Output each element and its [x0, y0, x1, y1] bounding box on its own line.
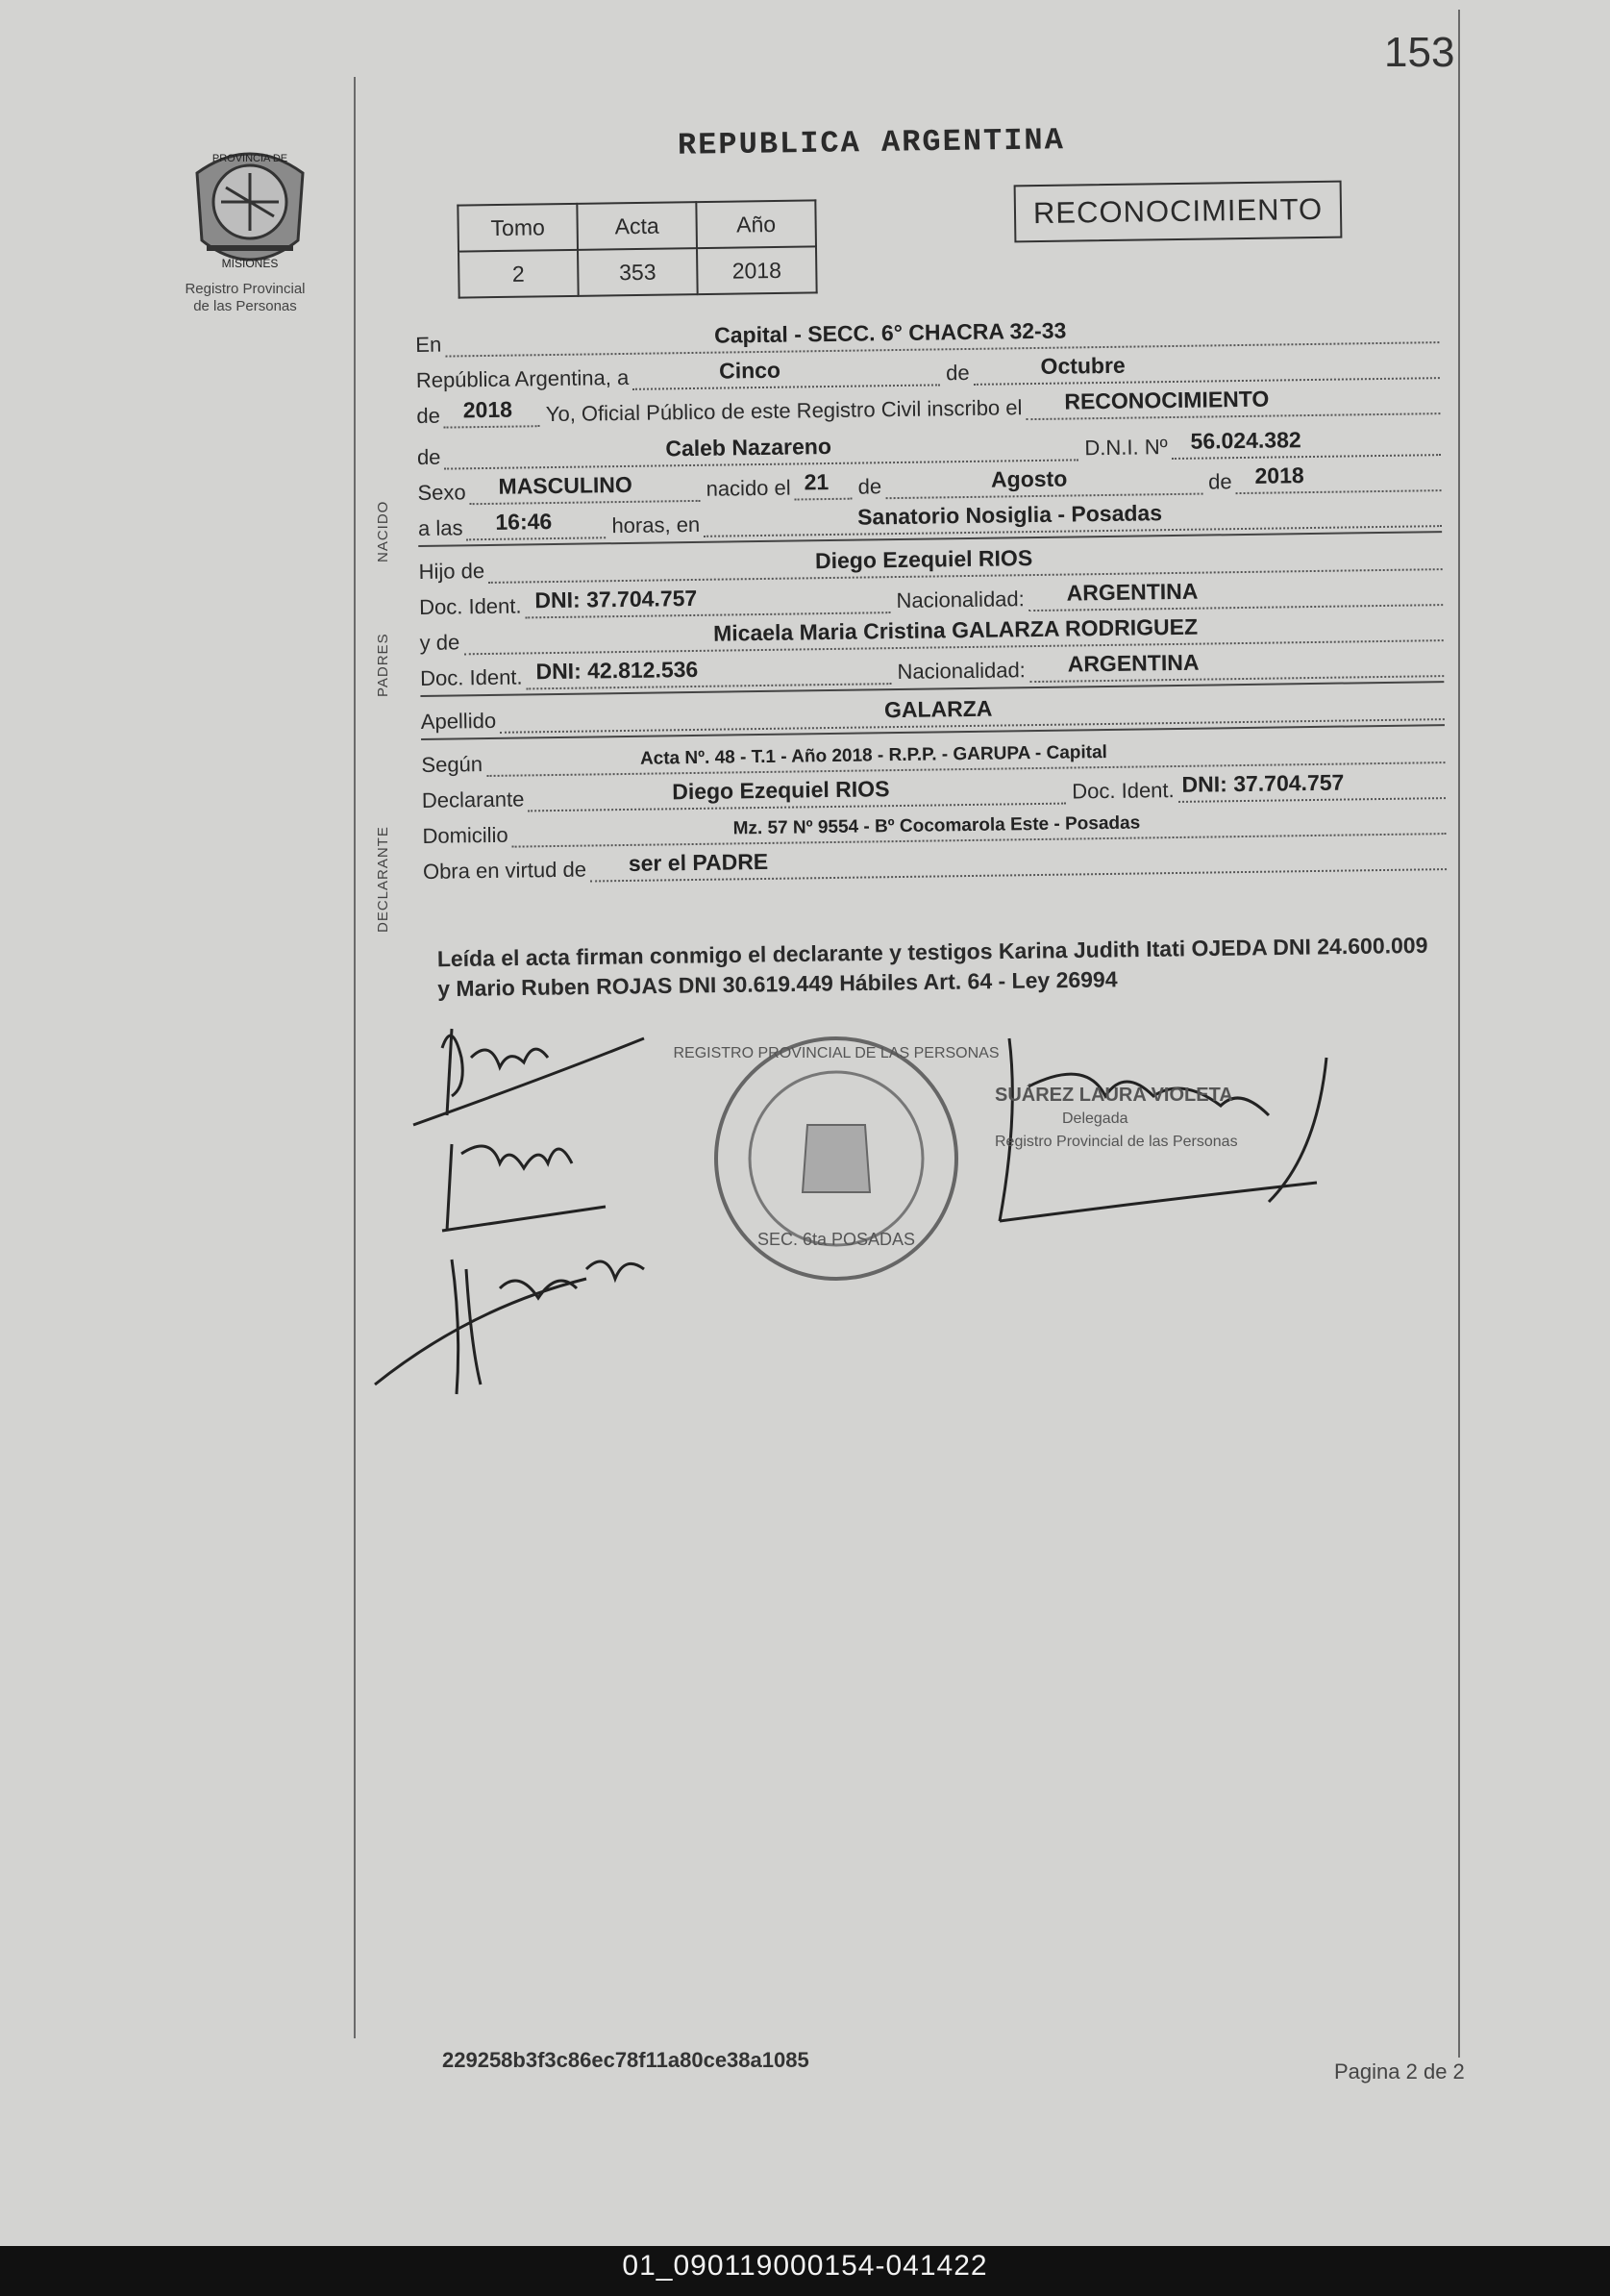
stamp-center-text: SEC. 6ta POSADAS — [756, 1230, 916, 1249]
row-republica: República Argentina, a Cinco de Octubre — [416, 343, 1440, 393]
signature-testigo-1-icon — [442, 1144, 606, 1231]
declarante-value: Diego Ezequiel RIOS — [672, 776, 890, 805]
dia-value: Cinco — [718, 357, 781, 384]
official-role: Delegada — [1062, 1111, 1128, 1127]
row-madre: y de Micaela Maria Cristina GALARZA RODRIGUEZ — [419, 606, 1443, 656]
nac-dia: 21 — [804, 469, 830, 495]
tomo-header: Tomo — [458, 204, 578, 252]
padre-doc: DNI: 37.704.757 — [534, 585, 698, 613]
row-hora: a las 16:46 horas, en Sanatorio Nosiglia - Posadas — [418, 491, 1442, 541]
row-padre-doc: Doc. Ident. DNI: 37.704.757 Nacionalidad: ARGENTINA — [419, 570, 1443, 620]
page-indicator: Pagina 2 de 2 — [1334, 2059, 1465, 2084]
row-padre: Hijo de Diego Ezequiel RIOS — [418, 535, 1442, 585]
lugar-value: Sanatorio Nosiglia - Posadas — [856, 500, 1163, 530]
dni-nacido: 56.024.382 — [1190, 427, 1301, 454]
row-nombre: de Caleb Nazareno D.N.I. Nº 56.024.382 — [417, 420, 1441, 470]
acta-value: 353 — [578, 248, 698, 296]
row-segun: Según Acta Nº. 48 - T.1 - Año 2018 - R.P.P. - GARUPA - Capital — [421, 728, 1445, 778]
document-hash: 229258b3f3c86ec78f11a80ce38a1085 — [442, 2048, 809, 2072]
svg-text:PROVINCIA DE: PROVINCIA DE — [211, 153, 288, 164]
tipo-acta-box: RECONOCIMIENTO — [1014, 181, 1343, 243]
firman-paragraph: Leída el acta firman conmigo el declarante y testigos Karina Judith Itati OJEDA DNI 24.600.009 y Mario Ruben ROJAS DNI 30.619.449 Hábiles Art. 64 - Ley 26994 — [436, 932, 1428, 1002]
anio-header: Año — [696, 200, 816, 248]
row-declarante: Declarante Diego Ezequiel RIOS Doc. Ident. DNI: 37.704.757 — [422, 763, 1446, 813]
segun-value: Acta Nº. 48 - T.1 - Año 2018 - R.P.P. - GARUPA - Capital — [639, 741, 1108, 769]
side-label-declarante: DECLARANTE — [375, 826, 391, 933]
acta-header: Acta — [577, 202, 697, 250]
row-inscribo: de 2018 Yo, Oficial Público de este Registro Civil inscribo el RECONOCIMIENTO — [416, 379, 1440, 429]
padre-value: Diego Ezequiel RIOS — [814, 545, 1033, 574]
row-en: En Capital - SECC. 6° CHACRA 32-33 — [415, 308, 1439, 358]
obra-value: ser el PADRE — [628, 848, 769, 876]
padre-nac: ARGENTINA — [1066, 578, 1199, 606]
nombre-value: Caleb Nazareno — [665, 433, 832, 462]
madre-doc: DNI: 42.812.536 — [535, 656, 699, 685]
inscribo-value: RECONOCIMIENTO — [1064, 386, 1270, 414]
official-org: Registro Provincial de las Personas — [995, 1134, 1238, 1150]
stamp-ring-text: REGISTRO PROVINCIAL DE LAS PERSONAS — [673, 1045, 1000, 1061]
official-stamp-icon — [673, 1038, 999, 1279]
footer-id: 01_090119000154-041422 — [622, 2250, 988, 2282]
anio-inscripcion: 2018 — [462, 396, 513, 423]
side-label-padres: PADRES — [375, 633, 391, 697]
signature-declarante-icon — [413, 1029, 644, 1125]
row-obra: Obra en virtud de ser el PADRE — [423, 835, 1447, 885]
domicilio-value: Mz. 57 Nº 9554 - Bº Cocomarola Este - Posadas — [732, 812, 1141, 839]
right-margin-line — [1458, 10, 1460, 2058]
official-name: SUÁREZ LAURA VIOLETA — [995, 1085, 1233, 1106]
madre-value: Micaela Maria Cristina GALARZA RODRIGUEZ — [712, 613, 1199, 646]
side-label-nacido: NACIDO — [375, 500, 391, 562]
anio-value: 2018 — [697, 246, 817, 294]
acta-table — [457, 199, 817, 298]
signature-testigo-2-icon — [375, 1260, 644, 1394]
svg-text:MISIONES: MISIONES — [221, 257, 279, 270]
tomo-value: 2 — [458, 250, 579, 298]
madre-nac: ARGENTINA — [1067, 649, 1200, 677]
apellido-value: GALARZA — [883, 695, 993, 723]
hora-value: 16:46 — [495, 509, 553, 535]
document-title: REPUBLICA ARGENTINA — [677, 122, 1066, 163]
en-value: Capital - SECC. 6° CHACRA 32-33 — [713, 317, 1067, 348]
page-number: 153 — [1384, 29, 1455, 76]
row-domicilio: Domicilio Mz. 57 Nº 9554 - Bº Cocomarola Este - Posadas — [422, 799, 1446, 849]
declarante-doc: DNI: 37.704.757 — [1181, 769, 1345, 797]
misiones-emblem-icon — [178, 135, 322, 279]
mes-value: Octubre — [1040, 352, 1126, 379]
row-sexo: Sexo MASCULINO nacido el 21 de Agosto de 2018 — [417, 456, 1441, 506]
nac-mes: Agosto — [990, 465, 1068, 492]
sexo-value: MASCULINO — [498, 471, 632, 499]
acta-form — [415, 308, 1447, 885]
row-madre-doc: Doc. Ident. DNI: 42.812.536 Nacionalidad: ARGENTINA — [420, 641, 1444, 691]
row-apellido: Apellido GALARZA — [420, 685, 1444, 735]
signature-oficial-icon — [1000, 1038, 1326, 1221]
signatures-and-stamp — [356, 1000, 1365, 1404]
registro-caption: Registro Provincial de las Personas — [185, 281, 306, 314]
nac-anio: 2018 — [1254, 462, 1304, 488]
